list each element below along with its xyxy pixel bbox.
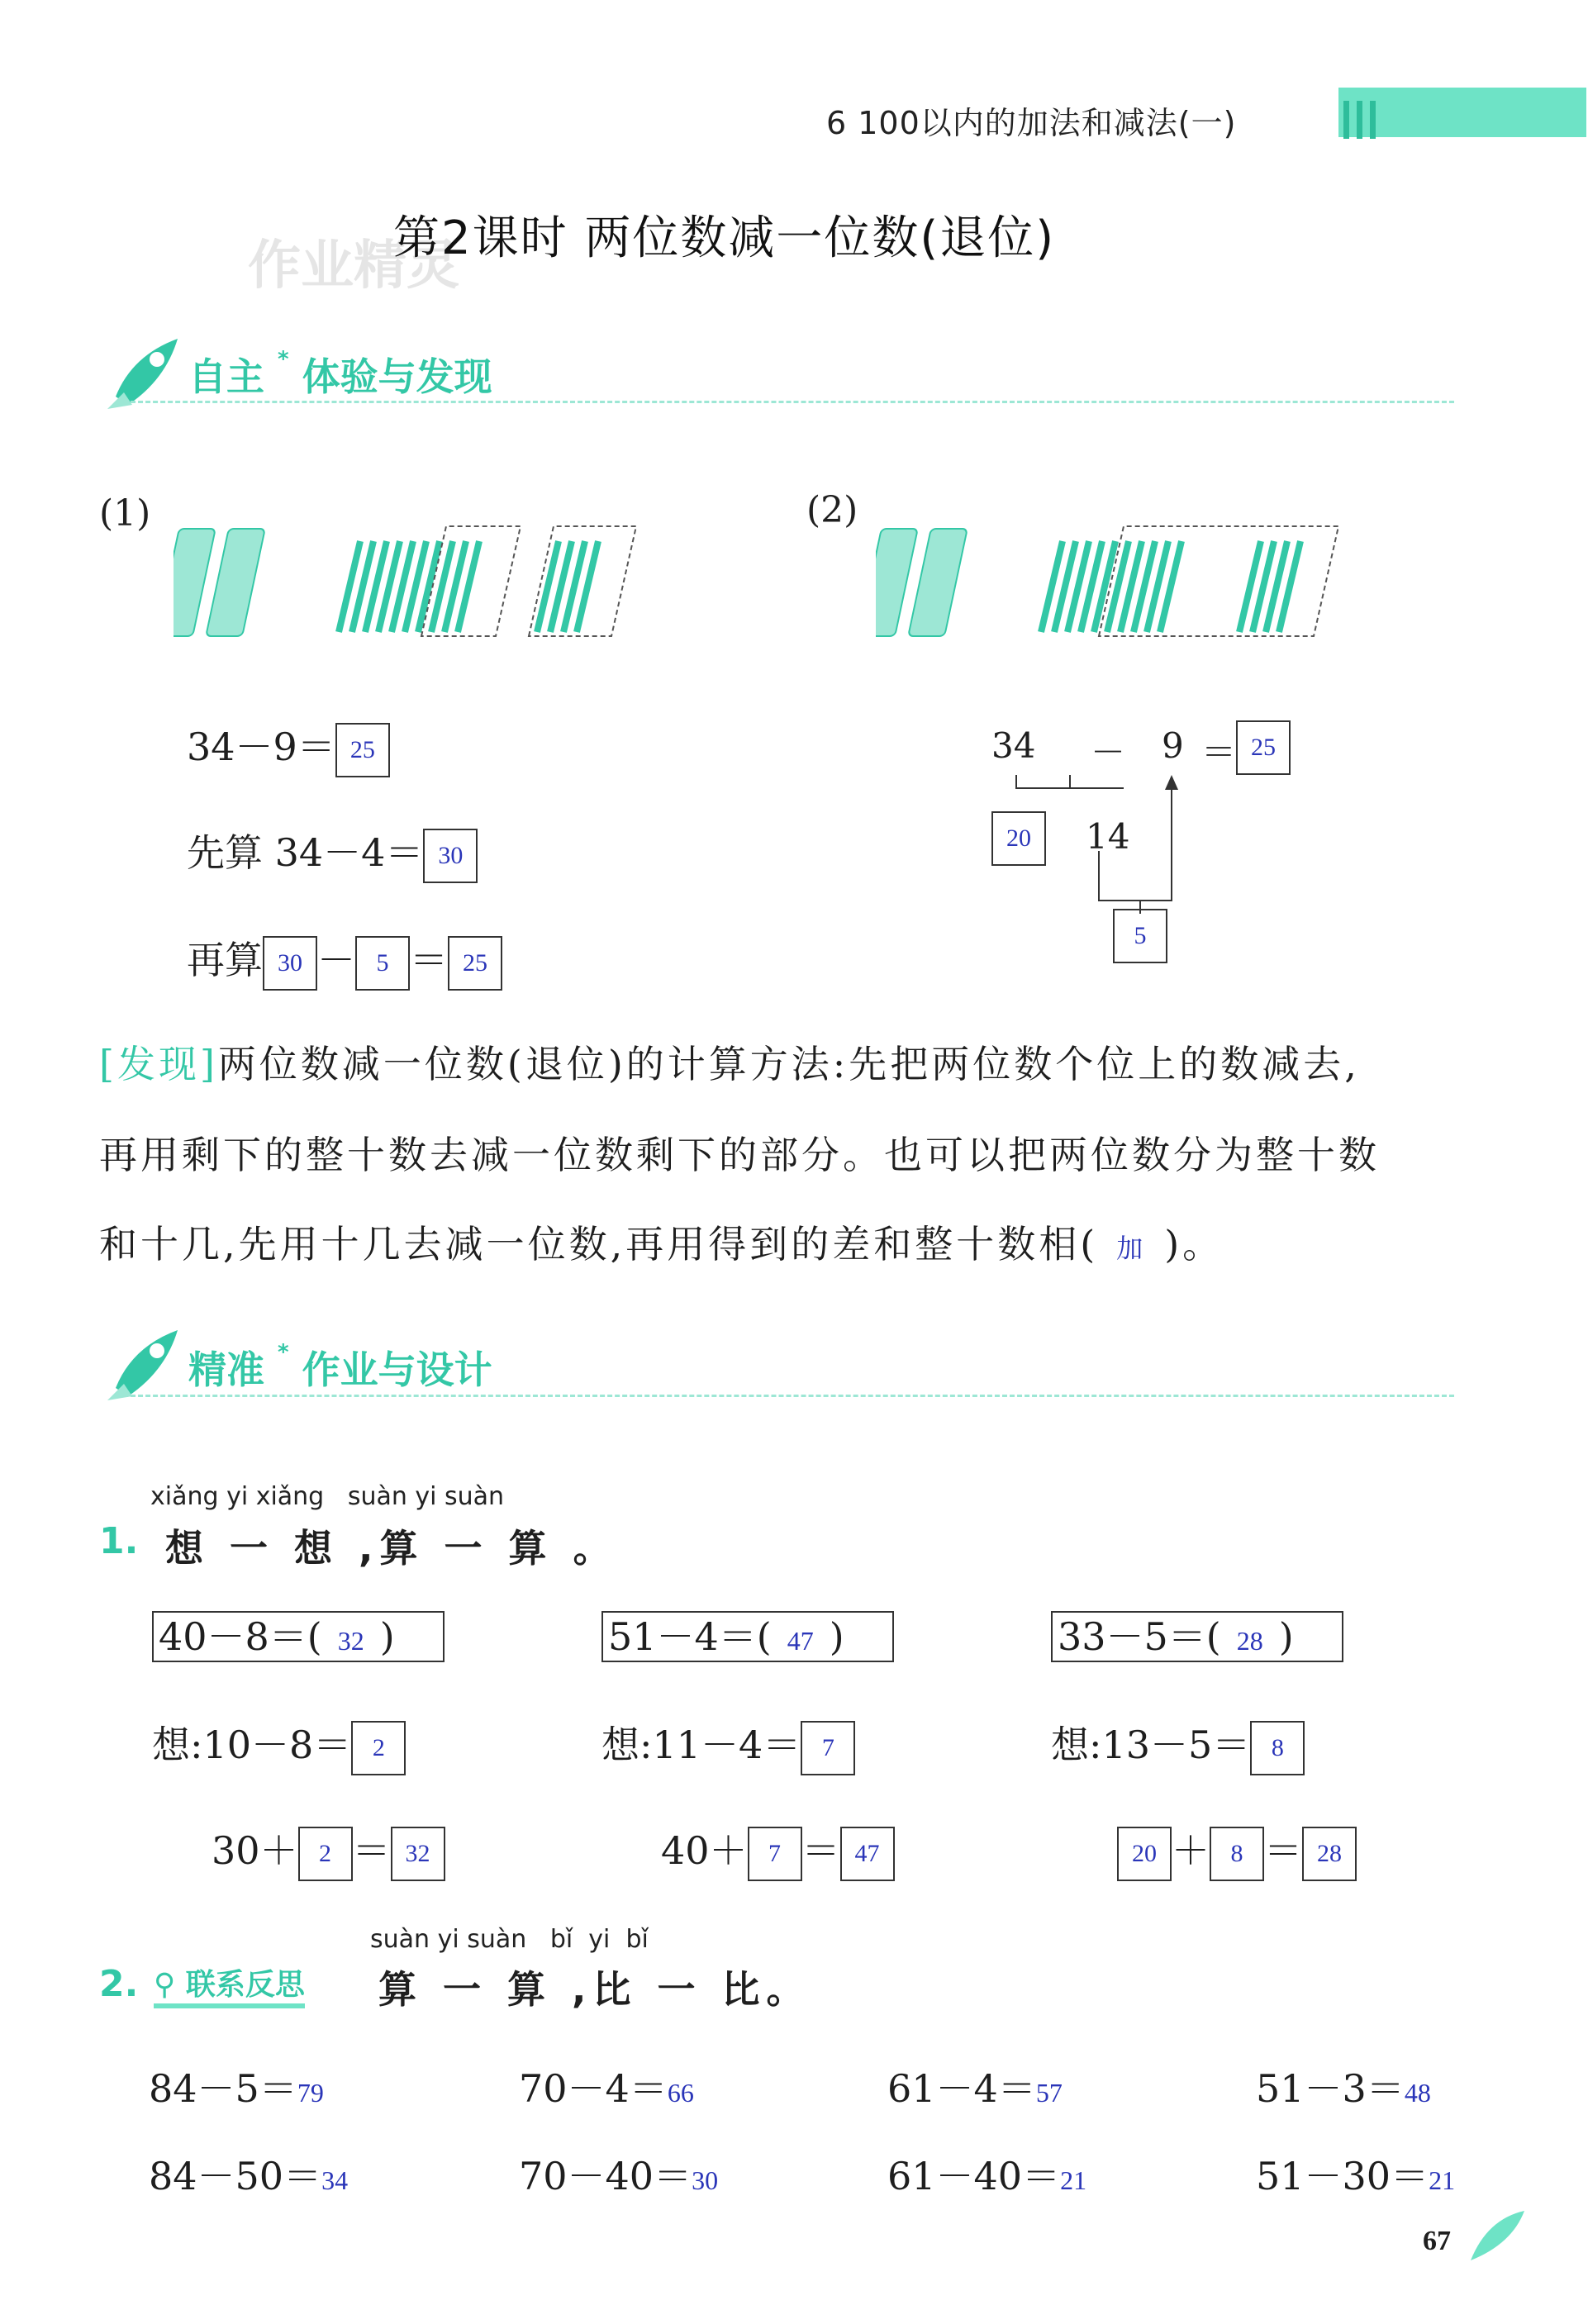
fill-blank[interactable]: 28 <box>1236 1626 1263 1656</box>
fill-blank[interactable]: 21 <box>1429 2165 1456 2195</box>
q2-number: 2. <box>99 1963 139 2005</box>
part1-label: (1) <box>99 492 151 535</box>
answer-box[interactable]: 8 <box>1250 1721 1305 1775</box>
leaf-icon <box>1462 2203 1529 2269</box>
answer-box[interactable]: 47 <box>840 1827 895 1881</box>
answer-box[interactable]: 30 <box>263 936 317 991</box>
q1-sum: 30＋ 2 ＝ 32 <box>212 1821 445 1881</box>
sticks-illustration-1 <box>174 516 669 653</box>
sticks-illustration-2 <box>876 516 1372 653</box>
watermark: 作业精灵 <box>248 235 459 297</box>
fill-blank[interactable]: 32 <box>337 1626 364 1656</box>
answer-box[interactable]: 7 <box>801 1721 855 1775</box>
answer-box[interactable]: 20 <box>1117 1827 1172 1881</box>
q2-row1-item: 61－4＝57 <box>887 2066 1063 2111</box>
answer-box[interactable]: 25 <box>1236 720 1291 775</box>
q1-think: 想:11－4＝ 7 <box>601 1715 855 1775</box>
fill-blank[interactable]: 79 <box>297 2078 324 2108</box>
page-number: 67 <box>1423 2226 1451 2256</box>
q1-sum: 20 ＋ 8 ＝ 28 <box>1117 1821 1357 1881</box>
q1-expression: 40－8＝( 32 ) <box>152 1611 445 1662</box>
q2-row1-item: 70－4＝66 <box>519 2066 694 2111</box>
part1-step1: 先算 34－4＝ 30 <box>187 823 478 883</box>
header-stripe <box>1370 101 1376 139</box>
answer-box[interactable]: 2 <box>298 1827 353 1881</box>
q1-think: 想:13－5＝ 8 <box>1051 1715 1305 1775</box>
discovery-line-2: 再用剩下的整十数去减一位数剩下的部分。也可以把两位数分为整十数 <box>99 1133 1380 1177</box>
answer-box[interactable]: 25 <box>335 723 390 777</box>
fill-blank[interactable]: 57 <box>1035 2078 1063 2108</box>
q1-number: 1. <box>99 1520 139 1562</box>
answer-box[interactable]: 30 <box>423 829 478 883</box>
fill-blank[interactable]: 21 <box>1060 2165 1087 2195</box>
lesson-title: 第2课时 两位数减一位数(退位) <box>393 211 1056 265</box>
q1-text: 想 一 想 ,算 一 算 。 <box>165 1526 618 1571</box>
q2-row2-item: 70－40＝30 <box>519 2154 719 2198</box>
fill-blank[interactable]: 47 <box>787 1626 814 1656</box>
answer-box[interactable]: 28 <box>1302 1827 1357 1881</box>
fill-blank[interactable]: 48 <box>1404 2078 1431 2108</box>
q1-expression: 51－4＝( 47 ) <box>601 1611 894 1662</box>
fill-blank[interactable]: 34 <box>321 2165 349 2195</box>
header-stripe <box>1343 101 1349 139</box>
star-icon: * <box>278 347 289 372</box>
unit-title: 6 100以内的加法和减法(一) <box>826 105 1237 141</box>
fill-blank[interactable]: 加 <box>1116 1233 1147 1263</box>
q2-row2-item: 51－30＝21 <box>1256 2154 1456 2198</box>
key-icon: ⚲ <box>154 1968 176 2002</box>
section-divider <box>116 401 1454 403</box>
header-stripe <box>1357 101 1362 139</box>
q1-sum: 40＋ 7 ＝ 47 <box>661 1821 895 1881</box>
answer-box[interactable]: 8 <box>1210 1827 1264 1881</box>
section-title-1: 自主 * 体验与发现 <box>188 347 492 399</box>
fill-blank[interactable]: 66 <box>667 2078 694 2108</box>
part1-step2: 再算 30 － 5 ＝ 25 <box>187 930 502 991</box>
star-icon: * <box>278 1340 289 1365</box>
part2-label: (2) <box>806 489 858 531</box>
q2-row1-item: 84－5＝79 <box>149 2066 324 2111</box>
answer-box[interactable]: 20 <box>991 811 1046 866</box>
q1-pinyin: xiǎng yi xiǎng suàn yi suàn <box>150 1482 505 1511</box>
q2-text: 算 一 算 ,比 一 比。 <box>378 1967 811 2012</box>
answer-box[interactable]: 25 <box>448 936 502 991</box>
answer-box[interactable]: 5 <box>355 936 410 991</box>
q2-pinyin: suàn yi suàn bǐ yi bǐ <box>370 1925 649 1954</box>
q2-row2-item: 61－40＝21 <box>887 2154 1087 2198</box>
q1-expression: 33－5＝( 28 ) <box>1051 1611 1343 1662</box>
section-title-2: 精准 * 作业与设计 <box>188 1340 492 1392</box>
header-bar <box>1338 88 1586 137</box>
discovery-line-3: 和十几,先用十几去减一位数,再用得到的差和整十数相( 加 )。 <box>99 1222 1224 1267</box>
part1-equation: 34－9＝ 25 <box>187 717 390 777</box>
q1-think: 想:10－8＝ 2 <box>152 1715 406 1775</box>
q2-row1-item: 51－3＝48 <box>1256 2066 1431 2111</box>
answer-box[interactable]: 5 <box>1113 909 1167 963</box>
answer-box[interactable]: 2 <box>351 1721 406 1775</box>
q2-row2-item: 84－50＝34 <box>149 2154 349 2198</box>
rocket-icon <box>99 1322 190 1404</box>
section-divider <box>116 1395 1454 1397</box>
discovery-line-1: [发现]两位数减一位数(退位)的计算方法:先把两位数个位上的数减去, <box>99 1042 1360 1086</box>
fill-blank[interactable]: 30 <box>692 2165 719 2195</box>
answer-box[interactable]: 7 <box>748 1827 802 1881</box>
q2-tag: ⚲ 联系反思 <box>154 1961 305 2008</box>
answer-box[interactable]: 32 <box>391 1827 445 1881</box>
